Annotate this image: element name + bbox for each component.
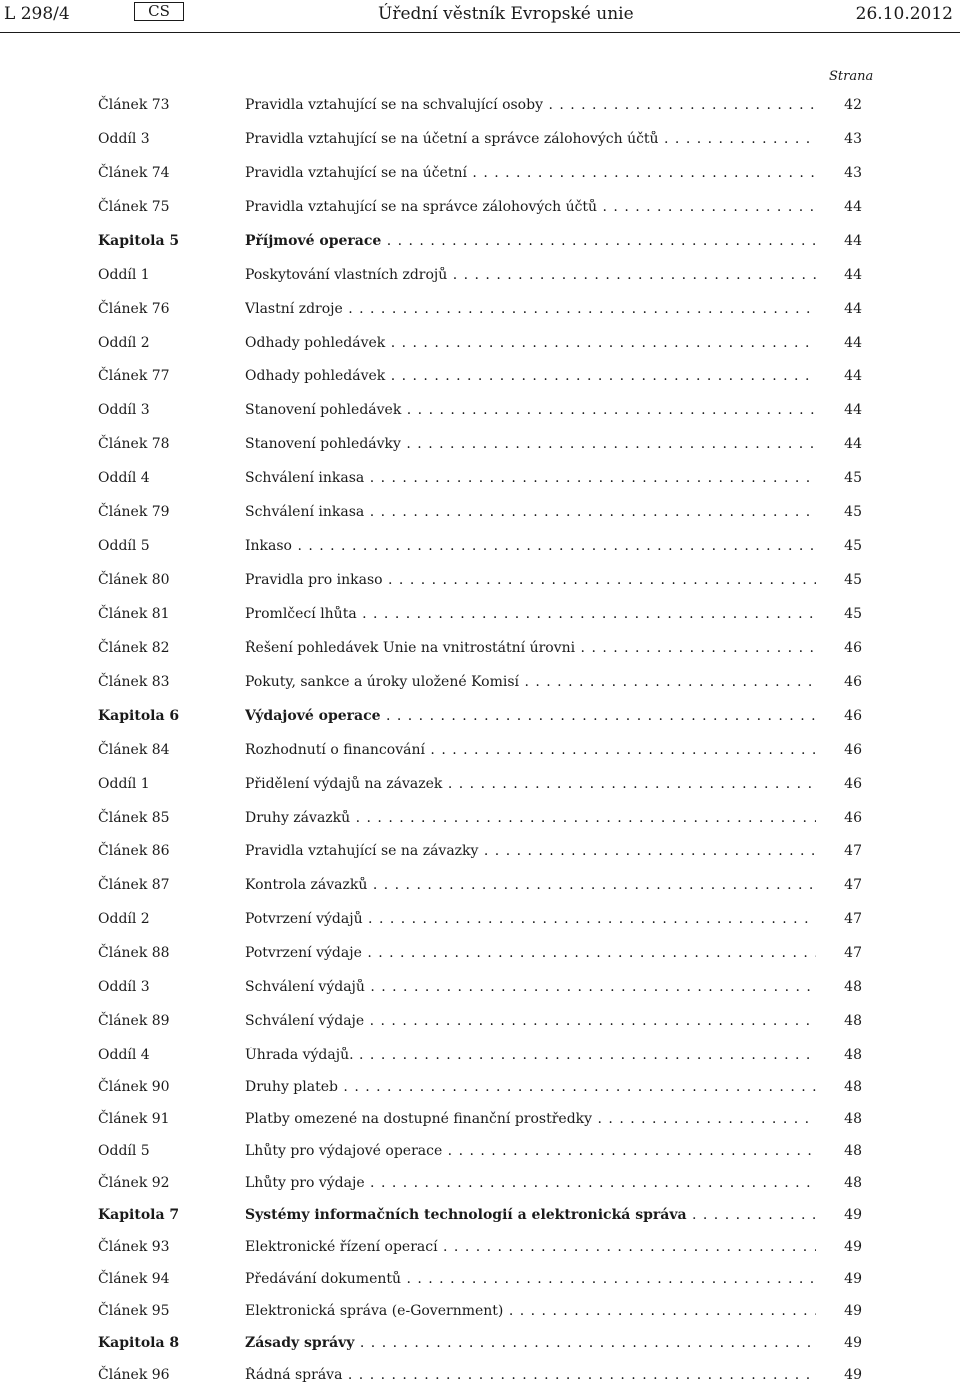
toc-entry-label: Článek 79 (98, 504, 170, 520)
toc-entry[interactable] (0, 742, 960, 764)
toc-entry-page: 48 (844, 1079, 862, 1095)
toc-entry-page: 43 (844, 131, 862, 147)
toc-entry[interactable] (0, 1013, 960, 1035)
toc-entry-page: 47 (844, 877, 862, 893)
toc-entry[interactable] (0, 979, 960, 1001)
page-header (0, 0, 960, 34)
toc-entry-label: Článek 85 (98, 810, 170, 826)
toc-entry-title (245, 1207, 816, 1223)
toc-entry-label: Oddíl 1 (98, 267, 150, 283)
toc-entry-label: Oddíl 4 (98, 470, 150, 486)
toc-entry-label: Článek 86 (98, 843, 170, 859)
toc-entry[interactable] (0, 877, 960, 899)
toc-entry-label: Článek 77 (98, 368, 170, 384)
toc-entry-page: 45 (844, 470, 862, 486)
toc-entry-title (245, 1079, 816, 1095)
toc-entry-title (245, 945, 816, 961)
toc-entry[interactable] (0, 708, 960, 730)
toc-entry[interactable] (0, 1111, 960, 1133)
toc-entry-label: Kapitola 7 (98, 1207, 180, 1223)
toc-entry[interactable] (0, 267, 960, 289)
toc-entry-title-text: Elektronická správa (e-Government) (245, 1303, 504, 1319)
toc-entry-page: 45 (844, 572, 862, 588)
toc-entry-page: 46 (844, 640, 862, 656)
toc-entry[interactable] (0, 165, 960, 187)
toc-entry-label: Článek 95 (98, 1303, 170, 1319)
toc-entry-title-text: Pravidla vztahující se na závazky (245, 843, 479, 859)
toc-entry-title (245, 877, 816, 893)
page-column-label: Strana (829, 69, 874, 84)
toc-entry-title-text: Pravidla vztahující se na účetní a správce zálohových účtů (245, 131, 659, 147)
toc-entry[interactable] (0, 674, 960, 696)
toc-entry[interactable] (0, 1271, 960, 1293)
toc-entry[interactable] (0, 1239, 960, 1261)
toc-entry-label: Článek 73 (98, 97, 170, 113)
toc-entry-page: 45 (844, 606, 862, 622)
toc-entry[interactable] (0, 233, 960, 255)
toc-entry-title (245, 267, 816, 283)
toc-entry-page: 48 (844, 1175, 862, 1191)
toc-entry-title-text: Rozhodnutí o financování (245, 742, 425, 758)
toc-entry-title-text: Stanovení pohledávky (245, 436, 401, 452)
toc-entry[interactable] (0, 1303, 960, 1325)
toc-entry-title-text: Pravidla vztahující se na účetní (245, 165, 467, 181)
toc-entry[interactable] (0, 1207, 960, 1229)
toc-entry-page: 49 (844, 1367, 862, 1383)
toc-entry-title (245, 979, 816, 995)
toc-entry-page: 44 (844, 402, 862, 418)
toc-entry-page: 46 (844, 776, 862, 792)
toc-entry-page: 46 (844, 708, 862, 724)
toc-entry-page: 48 (844, 1111, 862, 1127)
toc-entry[interactable] (0, 911, 960, 933)
toc-entry-title-text: Poskytování vlastních zdrojů (245, 267, 448, 283)
toc-entry-title (245, 1239, 816, 1255)
toc-entry-title (245, 1367, 816, 1383)
toc-entry-label: Článek 83 (98, 674, 170, 690)
toc-entry-title (245, 1271, 816, 1287)
toc-entry-title-text: Platby omezené na dostupné finanční prostředky (245, 1111, 593, 1127)
toc-entry[interactable] (0, 470, 960, 492)
toc-entry-label: Oddíl 5 (98, 1143, 150, 1159)
toc-entry-title (245, 742, 816, 758)
toc-entry-page: 46 (844, 674, 862, 690)
toc-entry[interactable] (0, 1367, 960, 1389)
toc-entry-title (245, 1175, 816, 1191)
toc-entry-title-text: Předávání dokumentů (245, 1271, 402, 1287)
toc-entry-page: 44 (844, 436, 862, 452)
toc-entry-title-text: Zásady správy (245, 1335, 355, 1351)
toc-entry-title (245, 1047, 816, 1063)
toc-entry-page: 48 (844, 979, 862, 995)
toc-entry[interactable] (0, 1079, 960, 1101)
toc-entry-page: 49 (844, 1303, 862, 1319)
toc-entry-title-text: Pokuty, sankce a úroky uložené Komisí (245, 674, 520, 690)
toc-entry-page: 48 (844, 1143, 862, 1159)
toc-entry-title-text: Příjmové operace (245, 233, 382, 249)
toc-entry-page: 47 (844, 911, 862, 927)
toc-entry-title (245, 538, 816, 554)
toc-entry-page: 49 (844, 1239, 862, 1255)
toc-entry-title (245, 843, 816, 859)
toc-entry-label: Článek 89 (98, 1013, 170, 1029)
toc-entry-title (245, 708, 816, 724)
toc-entry[interactable] (0, 810, 960, 832)
toc-entry-label: Článek 88 (98, 945, 170, 961)
toc-entry-label: Článek 96 (98, 1367, 170, 1383)
toc-entry-label: Článek 94 (98, 1271, 170, 1287)
toc-entry-title-text: Kontrola závazků (245, 877, 368, 893)
toc-entry-title-text: Lhůty pro výdaje (245, 1175, 365, 1191)
toc-entry-title-text: Přidělení výdajů na závazek (245, 776, 443, 792)
toc-entry-title (245, 233, 816, 249)
toc-entry-title (245, 674, 816, 690)
toc-entry-label: Článek 93 (98, 1239, 170, 1255)
toc-entry-title-text: Schválení výdaje (245, 1013, 365, 1029)
toc-entry-title (245, 131, 816, 147)
toc-entry-label: Článek 87 (98, 877, 170, 893)
toc-entry[interactable] (0, 606, 960, 628)
toc-entry-page: 48 (844, 1047, 862, 1063)
header-rule (0, 32, 960, 33)
toc-entry-title-text: Schválení inkasa (245, 470, 365, 486)
toc-entry-title (245, 165, 816, 181)
toc-entry-page: 47 (844, 843, 862, 859)
toc-entry-label: Článek 82 (98, 640, 170, 656)
toc-entry-title (245, 911, 816, 927)
toc-entry-title (245, 301, 816, 317)
toc-entry-label: Oddíl 3 (98, 402, 150, 418)
toc-entry[interactable] (0, 1047, 960, 1069)
toc-entry[interactable] (0, 538, 960, 560)
toc-entry-title-text: Elektronické řízení operací (245, 1239, 438, 1255)
toc-entry-title-text: Pravidla pro inkaso (245, 572, 383, 588)
toc-entry[interactable] (0, 1143, 960, 1165)
toc-entry-page: 49 (844, 1207, 862, 1223)
toc-entry[interactable] (0, 1335, 960, 1357)
toc-entry-title-text: Systémy informačních technologií a elektronická správa (245, 1207, 687, 1223)
toc-entry-title-text: Odhady pohledávek (245, 335, 386, 351)
toc-entry[interactable] (0, 335, 960, 357)
toc-entry[interactable] (0, 368, 960, 390)
toc-entry-label: Článek 90 (98, 1079, 170, 1095)
toc-entry[interactable] (0, 97, 960, 119)
toc-entry-label: Oddíl 2 (98, 911, 150, 927)
toc-entry-label: Oddíl 1 (98, 776, 150, 792)
toc-entry-label: Oddíl 5 (98, 538, 150, 554)
toc-entry-title (245, 1111, 816, 1127)
toc-entry-page: 42 (844, 97, 862, 113)
toc-entry-title (245, 810, 816, 826)
toc-entry[interactable] (0, 843, 960, 865)
toc-entry[interactable] (0, 199, 960, 221)
toc-entry-page: 44 (844, 301, 862, 317)
toc-entry-title (245, 402, 816, 418)
page-reference: L 298/4 (4, 4, 70, 24)
toc-entry[interactable] (0, 572, 960, 594)
toc-entry-title-text: Úhrada výdajů. (245, 1047, 354, 1063)
toc-entry-page: 49 (844, 1271, 862, 1287)
toc-entry-page: 47 (844, 945, 862, 961)
toc-entry-title-text: Druhy závazků (245, 810, 351, 826)
toc-entry-page: 44 (844, 199, 862, 215)
toc-entry-label: Oddíl 4 (98, 1047, 150, 1063)
toc-entry-title (245, 199, 816, 215)
toc-entry[interactable] (0, 640, 960, 662)
toc-entry-label: Článek 84 (98, 742, 170, 758)
toc-entry-title-text: Výdajové operace (245, 708, 381, 724)
toc-entry-label: Článek 75 (98, 199, 170, 215)
toc-entry-title-text: Řádná správa (245, 1367, 343, 1383)
toc-entry-page: 45 (844, 538, 862, 554)
toc-entry-page: 45 (844, 504, 862, 520)
toc-entry-title (245, 436, 816, 452)
toc-entry[interactable] (0, 776, 960, 798)
toc-entry-title-text: Inkaso (245, 538, 292, 554)
toc-entry-title-text: Odhady pohledávek (245, 368, 386, 384)
toc-entry-title-text: Schválení výdajů (245, 979, 365, 995)
toc-entry-title-text: Pravidla vztahující se na schvalující osoby (245, 97, 543, 113)
toc-entry-label: Článek 74 (98, 165, 170, 181)
toc-entry-title (245, 470, 816, 486)
toc-entry-title-text: Potvrzení výdajů (245, 911, 363, 927)
toc-entry[interactable] (0, 1175, 960, 1197)
toc-entry-label: Článek 76 (98, 301, 170, 317)
toc-entry-label: Kapitola 5 (98, 233, 180, 249)
toc-entry-label: Článek 81 (98, 606, 170, 622)
toc-entry-title (245, 776, 816, 792)
toc-entry-title-text: Potvrzení výdaje (245, 945, 362, 961)
toc-entry[interactable] (0, 131, 960, 153)
toc-entry-title (245, 640, 816, 656)
toc-entry-label: Kapitola 8 (98, 1335, 180, 1351)
toc-entry-label: Článek 78 (98, 436, 170, 452)
toc-entry[interactable] (0, 301, 960, 323)
toc-entry-title-text: Stanovení pohledávek (245, 402, 402, 418)
toc-entry-page: 48 (844, 1013, 862, 1029)
toc-entry-page: 43 (844, 165, 862, 181)
toc-entry-title (245, 97, 816, 113)
toc-entry[interactable] (0, 402, 960, 424)
toc-entry-title (245, 1335, 816, 1351)
toc-entry-title (245, 1303, 816, 1319)
toc-entry-page: 44 (844, 335, 862, 351)
toc-entry-title-text: Promlčecí lhůta (245, 606, 357, 622)
toc-entry-title (245, 1143, 816, 1159)
toc-entry-page: 44 (844, 368, 862, 384)
toc-entry-title-text: Schválení inkasa (245, 504, 365, 520)
toc-entry-title (245, 368, 816, 384)
toc-entry-label: Článek 92 (98, 1175, 170, 1191)
toc-entry[interactable] (0, 436, 960, 458)
toc-entry-title-text: Druhy plateb (245, 1079, 338, 1095)
toc-entry-label: Oddíl 3 (98, 979, 150, 995)
toc-entry-title-text: Řešení pohledávek Unie na vnitrostátní úrovni (245, 640, 576, 656)
toc-entry-page: 46 (844, 810, 862, 826)
toc-entry-page: 44 (844, 267, 862, 283)
toc-entry-title-text: Vlastní zdroje (245, 301, 343, 317)
toc-entry-page: 44 (844, 233, 862, 249)
toc-entry[interactable] (0, 504, 960, 526)
toc-entry-title (245, 606, 816, 622)
toc-entry-label: Kapitola 6 (98, 708, 180, 724)
toc-entry-page: 46 (844, 742, 862, 758)
toc-entry-label: Článek 91 (98, 1111, 170, 1127)
toc-entry-label: Oddíl 3 (98, 131, 150, 147)
toc-entry-title (245, 504, 816, 520)
toc-entry-title (245, 572, 816, 588)
toc-entry-label: Článek 80 (98, 572, 170, 588)
journal-title: Úřední věstník Evropské unie (378, 4, 634, 24)
toc-entry-title-text: Pravidla vztahující se na správce zálohových účtů (245, 199, 598, 215)
language-badge: CS (134, 2, 184, 21)
toc-entry-label: Oddíl 2 (98, 335, 150, 351)
toc-entry-title (245, 1013, 816, 1029)
toc-entry-title-text: Lhůty pro výdajové operace (245, 1143, 443, 1159)
toc-entry[interactable] (0, 945, 960, 967)
toc-entry-page: 49 (844, 1335, 862, 1351)
publication-date: 26.10.2012 (855, 4, 953, 24)
toc-entry-title (245, 335, 816, 351)
